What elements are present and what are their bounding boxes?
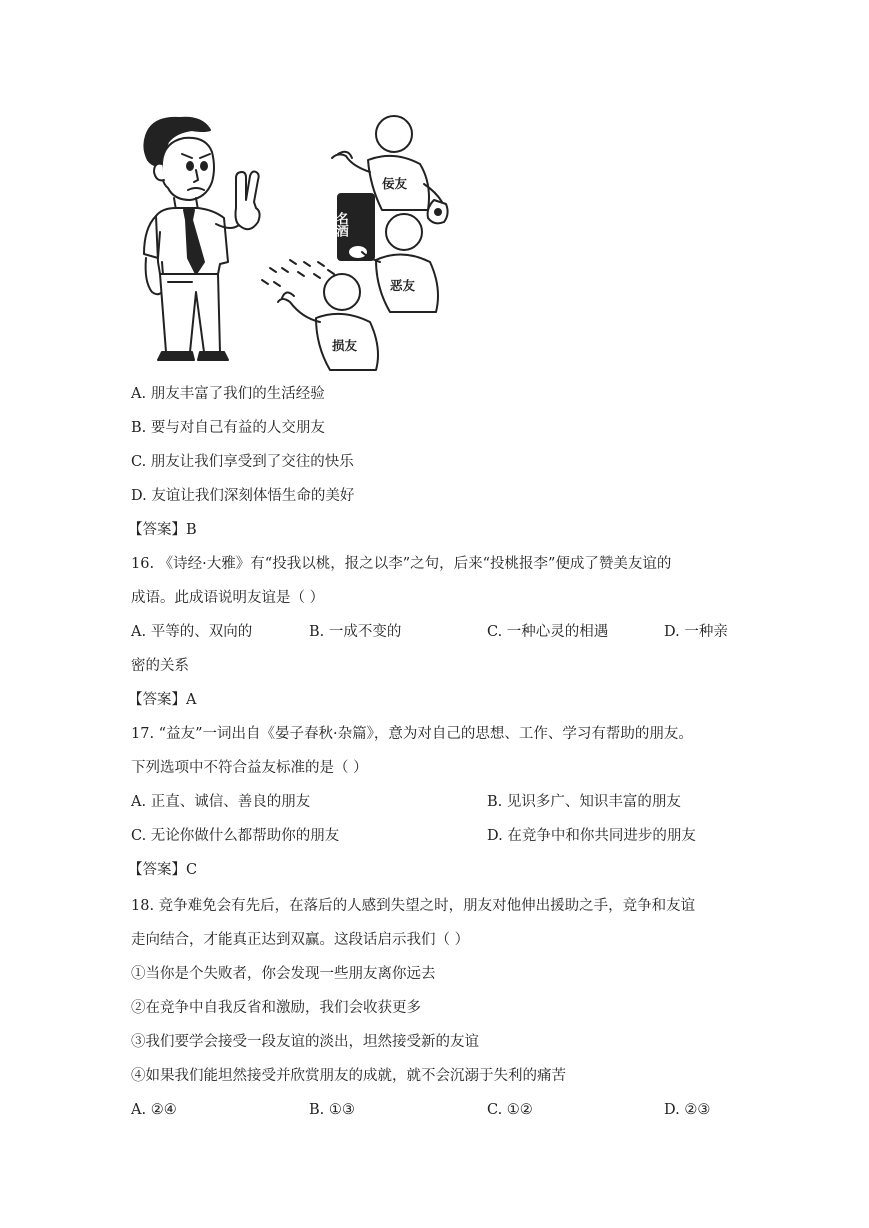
e-you-label: 恶友 <box>390 278 416 293</box>
q17-option-c: C. 无论你做什么都帮助你的朋友 <box>131 828 340 844</box>
q16-option-c: C. 一种心灵的相遇 <box>487 624 609 640</box>
ning-you-head <box>376 116 412 152</box>
wine-label: 名酒 <box>334 212 350 237</box>
q18-statement-2: ②在竞争中自我反省和激励，我们会收获更多 <box>131 1000 421 1016</box>
q16-option-d: D. 一种亲 <box>664 624 728 640</box>
q18-option-a: A. ②④ <box>131 1102 177 1118</box>
q15-option-b: B. 要与对自己有益的人交朋友 <box>131 420 325 436</box>
q17-answer: 【答案】C <box>128 862 198 878</box>
q16-stem-line2: 成语。此成语说明友谊是（ ） <box>131 590 325 606</box>
man-trousers <box>160 274 220 352</box>
q18-statement-4: ④如果我们能坦然接受并欣赏朋友的成就，就不会沉溺于失利的痛苦 <box>131 1068 566 1084</box>
q18-option-c: C. ①② <box>487 1102 533 1118</box>
e-you-head <box>386 214 422 250</box>
q18-option-b: B. ①③ <box>309 1102 355 1118</box>
sun-you-label: 损友 <box>332 338 358 353</box>
ning-you-label: 佞友 <box>382 176 408 191</box>
bad-friends-illustration <box>132 112 462 374</box>
q16-option-a: A. 平等的、双向的 <box>131 624 253 640</box>
q16-answer: 【答案】A <box>128 692 197 708</box>
q18-stem-line2: 走向结合，才能真正达到双赢。这段话启示我们（ ） <box>131 932 470 948</box>
sun-you-head <box>324 274 360 310</box>
man-palm <box>236 172 260 230</box>
q16-option-d-continued: 密的关系 <box>131 658 189 674</box>
q15-option-c: C. 朋友让我们享受到了交往的快乐 <box>131 454 354 470</box>
q18-stem-line1: 18. 竞争难免会有先后，在落后的人感到失望之时，朋友对他伸出援助之手，竞争和友谊 <box>131 898 696 914</box>
q15-option-a: A. 朋友丰富了我们的生活经验 <box>131 386 325 402</box>
q17-option-b: B. 见识多广、知识丰富的朋友 <box>487 794 681 810</box>
q17-option-a: A. 正直、诚信、善良的朋友 <box>131 794 311 810</box>
q17-stem-line2: 下列选项中不符合益友标准的是（ ） <box>131 760 368 776</box>
q15-option-d: D. 友谊让我们深刻体悟生命的美好 <box>131 488 355 504</box>
q17-option-d: D. 在竞争中和你共同进步的朋友 <box>487 828 696 844</box>
q18-option-d: D. ②③ <box>664 1102 711 1118</box>
q15-answer: 【答案】B <box>128 522 197 538</box>
q17-stem-line1: 17. “益友”一词出自《晏子春秋·杂篇》，意为对自己的思想、工作、学习有帮助的朋友。 <box>131 726 693 742</box>
q18-statement-1: ①当你是个失败者，你会发现一些朋友离你远去 <box>131 966 436 982</box>
q16-option-b: B. 一成不变的 <box>309 624 402 640</box>
q16-stem-line1: 16. 《诗经·大雅》有“投我以桃，报之以李”之句，后来“投桃报李”便成了赞美友谊的 <box>131 556 672 572</box>
q18-statement-3: ③我们要学会接受一段友谊的淡出，坦然接受新的友谊 <box>131 1034 479 1050</box>
